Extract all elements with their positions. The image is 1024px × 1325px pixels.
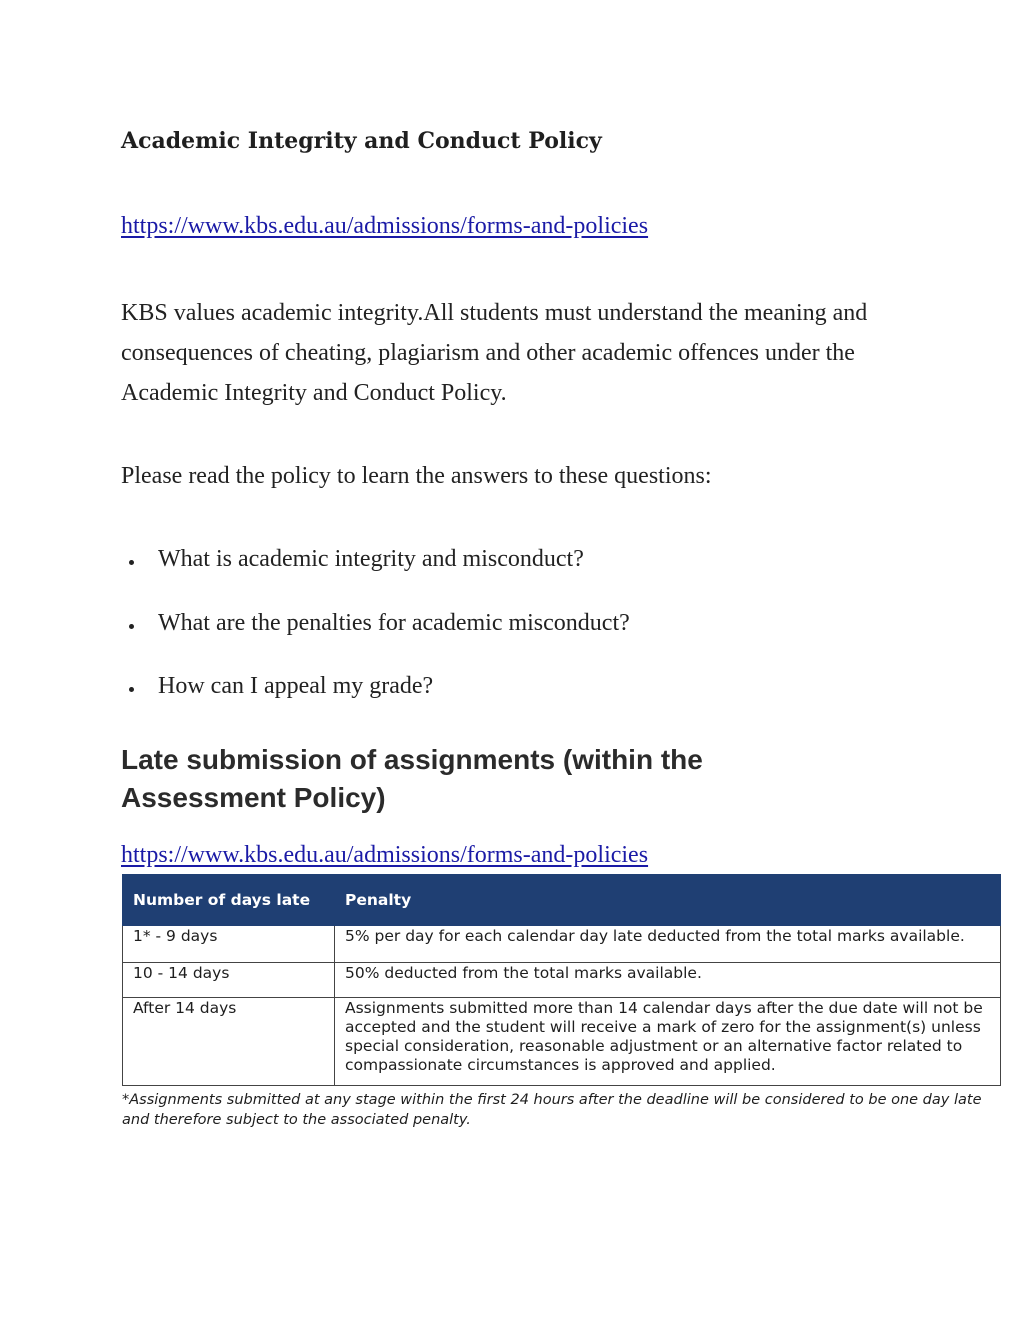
penalty-table-figure <box>122 874 1001 1130</box>
table-cell: 5% per day for each calendar day late deducted from the total marks available. <box>335 926 1001 963</box>
assessment-policy-link[interactable]: https://www.kbs.edu.au/admissions/forms-and-policies <box>121 842 649 868</box>
late-submission-heading: Late submission of assignments (within the Assessment Policy) <box>121 744 703 813</box>
policy-title: Academic Integrity and Conduct Policy <box>121 128 602 154</box>
table-cell: 50% deducted from the total marks available. <box>335 963 1001 998</box>
question-text: How can I appeal my grade? <box>158 673 434 699</box>
table-footnote: *Assignments submitted at any stage within the first 24 hours after the deadline will be considered to be one day late and therefore subject to the associated penalty. <box>122 1092 982 1128</box>
questions-prompt: Please read the policy to learn the answers to these questions: <box>121 463 712 489</box>
table-cell: 1* - 9 days <box>123 926 335 963</box>
bullet-icon <box>129 560 134 565</box>
table-cell: Assignments submitted more than 14 calendar days after the due date will not be accepted and the student will receive a mark of zero for the assignment(s) unless special consideration, reasonable adjustment or an alternative factor related to compassionate circumstances is approved and applied. <box>335 998 1001 1086</box>
table-row <box>123 926 1001 963</box>
table-header-row <box>123 875 1001 926</box>
intro-paragraph: KBS values academic integrity.All students must understand the meaning and consequences of cheating, plagiarism and other academic offences under the Academic Integrity and Conduct Policy. <box>121 300 868 406</box>
question-text: What is academic integrity and misconduct? <box>158 546 584 572</box>
question-text: What are the penalties for academic misconduct? <box>158 609 630 636</box>
bullet-icon <box>129 687 134 692</box>
table-cell: 10 - 14 days <box>123 963 335 998</box>
column-header: Penalty <box>335 875 1001 926</box>
table-cell: After 14 days <box>123 998 335 1086</box>
policy-link[interactable]: https://www.kbs.edu.au/admissions/forms-and-policies <box>121 213 649 239</box>
list-item <box>121 604 630 668</box>
list-item <box>121 667 630 731</box>
bullet-icon <box>129 624 134 629</box>
table-row <box>123 998 1001 1086</box>
column-header: Number of days late <box>123 875 335 926</box>
penalty-table <box>122 874 1001 1086</box>
table-row <box>123 963 1001 998</box>
questions-list <box>121 540 630 731</box>
list-item <box>121 540 630 604</box>
